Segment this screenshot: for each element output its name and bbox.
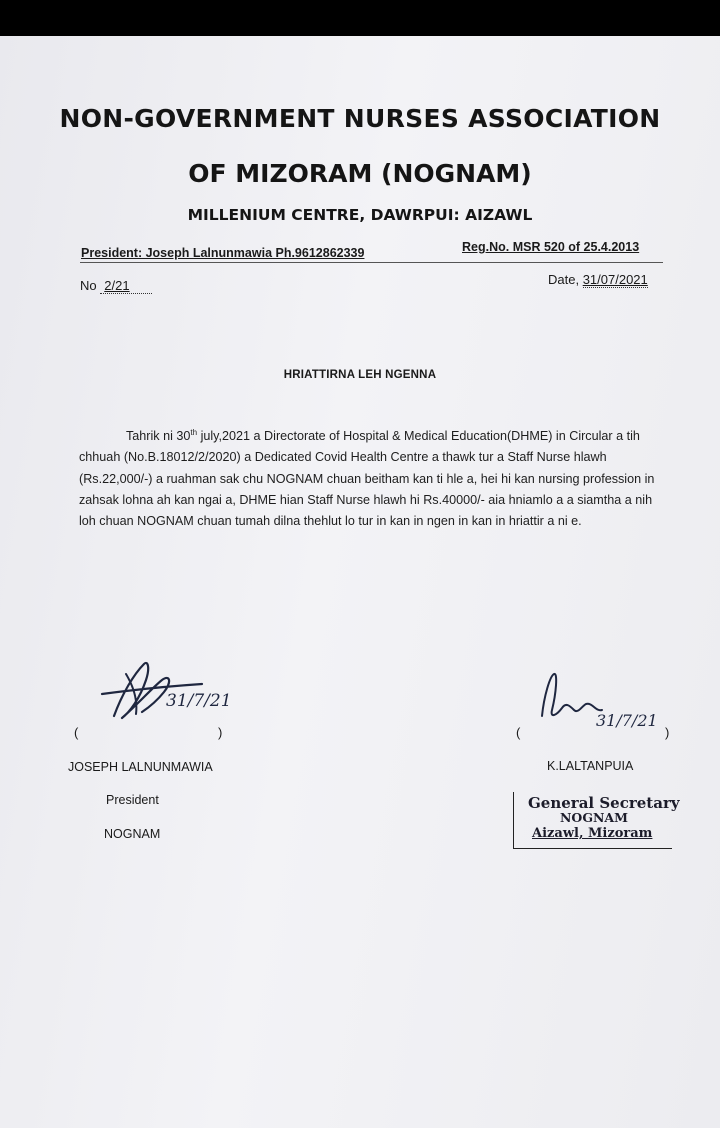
president-org: NOGNAM xyxy=(104,827,161,841)
letter-page xyxy=(0,36,720,1128)
stamp-line-org: NOGNAM xyxy=(560,810,628,825)
letter-date-value: 31/07/2021 xyxy=(582,272,648,287)
top-black-bar xyxy=(0,0,720,36)
president-contact: President: Joseph Lalnunmawia Ph.9612862339 xyxy=(81,246,365,260)
org-address: MILLENIUM CENTRE, DAWRPUI: AIZAWL xyxy=(187,206,533,224)
letter-number-value: 2/21 xyxy=(100,278,151,294)
secretary-name: K.LALTANPUIA xyxy=(547,759,634,773)
president-name: JOSEPH LALNUNMAWIA xyxy=(68,760,213,774)
body-part1: Tahrik ni 30 xyxy=(126,429,191,443)
secretary-signature-date: 31/7/21 xyxy=(596,711,658,730)
left-open-paren: ( xyxy=(74,725,79,740)
right-open-paren: ( xyxy=(516,725,521,740)
letter-date xyxy=(548,272,648,287)
letter-number-label: No xyxy=(80,278,97,293)
president-signature xyxy=(92,654,272,734)
left-close-paren: ) xyxy=(218,725,223,740)
org-title-line1: NON-GOVERNMENT NURSES ASSOCIATION xyxy=(59,104,661,133)
stamp-line-place: Aizawl, Mizoram xyxy=(532,826,653,841)
body-superscript: th xyxy=(190,427,198,437)
stamp-line-title: General Secretary xyxy=(528,794,680,812)
date-separator: , xyxy=(575,272,583,287)
letter-subject: HRIATTIRNA LEH NGENNA xyxy=(283,369,437,381)
letter-date-label: Date xyxy=(548,272,576,287)
secretary-stamp xyxy=(513,792,680,849)
header-divider xyxy=(80,262,663,263)
letter-body xyxy=(79,426,671,532)
registration-number: Reg.No. MSR 520 of 25.4.2013 xyxy=(462,240,640,254)
body-part2: july,2021 a Directorate of Hospital & Medical Education(DHME) in Circular a tih chhuah (No.B.18012/2/2020) a Dedicated Covid Health Centre a thawk tur a Staff Nurse hlawh (Rs.22,000/-) a ruahman sak chu NOGNAM chuan beitham kan ti hle a, hei hi kan nursing profession in zahsak lohna ah kan ngai a, DHME hian Staff Nurse hlawh hi Rs.40000/- aia hniamlo a a siamtha a nih loh chuan NOGNAM chuan tumah dilna thehlut lo tur in kan in ngen in kan in hriattir a ni e. xyxy=(79,429,655,529)
letter-number xyxy=(80,278,152,293)
org-title-line2: OF MIZORAM (NOGNAM) xyxy=(188,159,532,188)
president-signature-date: 31/7/21 xyxy=(166,691,232,711)
right-close-paren: ) xyxy=(665,725,670,740)
president-role: President xyxy=(106,793,159,807)
